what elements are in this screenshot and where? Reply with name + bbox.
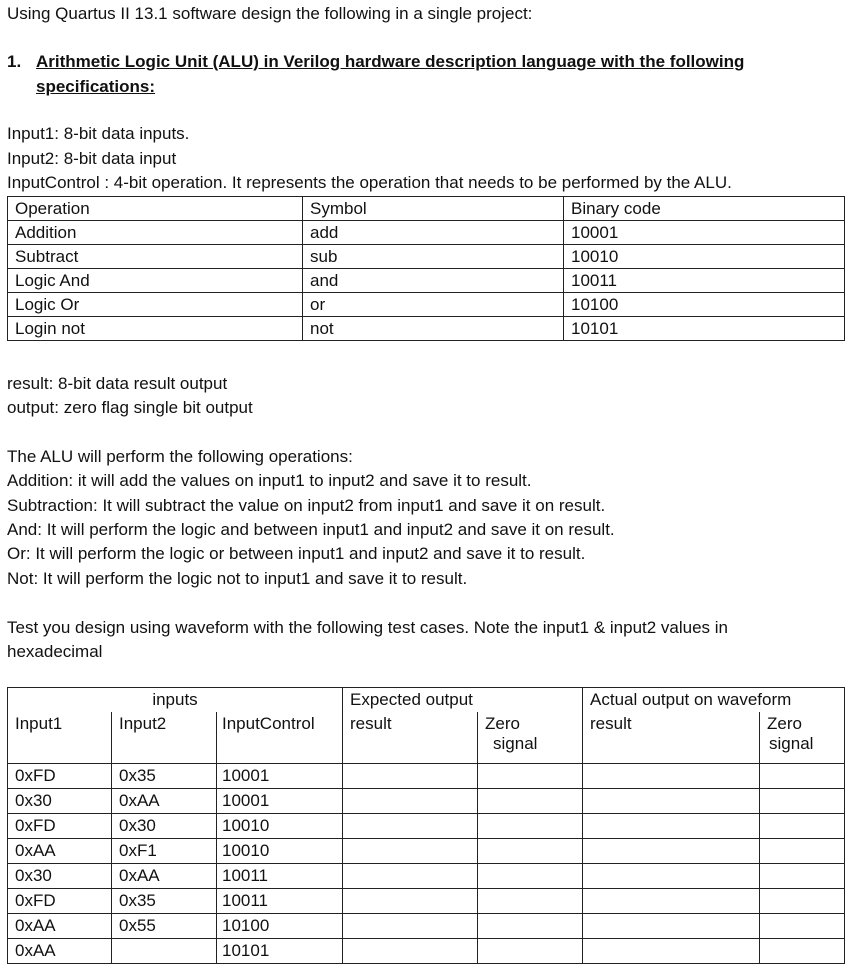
- table-header-cell: InputControl: [217, 712, 343, 764]
- section-number: 1.: [7, 52, 22, 71]
- empty-answer-cell[interactable]: [760, 864, 845, 889]
- empty-answer-cell[interactable]: [760, 839, 845, 864]
- table-cell: 0xFD: [8, 764, 112, 789]
- table-row: [8, 914, 845, 939]
- empty-answer-cell[interactable]: [343, 864, 478, 889]
- table-cell: 0xFD: [8, 814, 112, 839]
- empty-answer-cell[interactable]: [478, 939, 583, 964]
- empty-answer-cell[interactable]: [760, 814, 845, 839]
- expected-group-header: Expected output: [343, 688, 583, 712]
- table-cell: Login not: [8, 317, 303, 341]
- table-row: [8, 889, 845, 914]
- table-row: [8, 245, 845, 269]
- table-cell: or: [303, 293, 564, 317]
- empty-answer-cell[interactable]: [583, 864, 760, 889]
- section-title-line1: Arithmetic Logic Unit (ALU) in Verilog hardware description language with the following: [36, 52, 745, 71]
- table-cell: Logic Or: [8, 293, 303, 317]
- table-cell: and: [303, 269, 564, 293]
- table-cell: 0x30: [8, 789, 112, 814]
- table-header-row: [8, 688, 845, 712]
- table-cell: not: [303, 317, 564, 341]
- table-cell: 0xAA: [8, 839, 112, 864]
- empty-answer-cell[interactable]: [343, 789, 478, 814]
- table-cell: 10100: [217, 914, 343, 939]
- test-rows: [8, 764, 845, 964]
- zero-signal-label: Zero: [485, 713, 520, 733]
- table-cell: Subtract: [8, 245, 303, 269]
- empty-answer-cell[interactable]: [478, 889, 583, 914]
- table-cell: [112, 939, 217, 964]
- table-cell: 0xFD: [8, 889, 112, 914]
- table-header-cell: Binary code: [564, 197, 845, 221]
- empty-answer-cell[interactable]: [760, 789, 845, 814]
- operation-description: Not: It will perform the logic not to input1 and save it to result.: [7, 569, 468, 588]
- empty-answer-cell[interactable]: [343, 889, 478, 914]
- table-cell: 0xF1: [112, 839, 217, 864]
- table-header-cell: Input1: [8, 712, 112, 764]
- table-cell: 10011: [217, 864, 343, 889]
- empty-answer-cell[interactable]: [760, 914, 845, 939]
- operations-table: [7, 196, 845, 341]
- empty-answer-cell[interactable]: [583, 814, 760, 839]
- table-cell: 10011: [217, 889, 343, 914]
- test-intro-line1: Test you design using waveform with the following test cases. Note the input1 & input2 values in: [7, 618, 729, 637]
- table-row: [8, 839, 845, 864]
- operation-description: Or: It will perform the logic or between input1 and input2 and save it to result.: [7, 544, 586, 563]
- table-cell: 0x30: [112, 814, 217, 839]
- empty-answer-cell[interactable]: [583, 764, 760, 789]
- table-row: [8, 764, 845, 789]
- table-cell: 10001: [217, 789, 343, 814]
- table-cell: 0x35: [112, 764, 217, 789]
- test-intro-line2: hexadecimal: [7, 642, 103, 661]
- empty-answer-cell[interactable]: [343, 914, 478, 939]
- table-cell: 0x55: [112, 914, 217, 939]
- zero-signal-header: [478, 712, 583, 764]
- zero-signal-header: [760, 712, 845, 764]
- empty-answer-cell[interactable]: [343, 764, 478, 789]
- table-row: [8, 221, 845, 245]
- table-cell: 0xAA: [8, 939, 112, 964]
- table-header-row: [8, 712, 845, 764]
- table-row: [8, 939, 845, 964]
- table-row: [8, 864, 845, 889]
- empty-answer-cell[interactable]: [478, 814, 583, 839]
- table-cell: Logic And: [8, 269, 303, 293]
- table-cell: 10100: [564, 293, 845, 317]
- table-row: [8, 293, 845, 317]
- table-header-cell: Operation: [8, 197, 303, 221]
- empty-answer-cell[interactable]: [343, 939, 478, 964]
- operation-description: And: It will perform the logic and between input1 and input2 and save it on result.: [7, 520, 615, 539]
- input2-spec: Input2: 8-bit data input: [7, 149, 177, 168]
- table-cell: add: [303, 221, 564, 245]
- table-cell: 10010: [564, 245, 845, 269]
- table-header-cell: Symbol: [303, 197, 564, 221]
- empty-answer-cell[interactable]: [478, 839, 583, 864]
- section-heading: [7, 52, 807, 96]
- zero-signal-label: Zero: [767, 713, 802, 733]
- table-cell: 0xAA: [112, 864, 217, 889]
- empty-answer-cell[interactable]: [583, 914, 760, 939]
- zero-signal-label: signal: [769, 733, 814, 753]
- section-title-line2: specifications:: [36, 77, 156, 96]
- zero-signal-label: signal: [493, 733, 538, 753]
- table-cell: 10010: [217, 839, 343, 864]
- inputs-group-header: inputs: [8, 688, 343, 712]
- empty-answer-cell[interactable]: [583, 789, 760, 814]
- table-cell: 10001: [564, 221, 845, 245]
- table-header-row: [8, 197, 845, 221]
- empty-answer-cell[interactable]: [343, 814, 478, 839]
- operation-description: Subtraction: It will subtract the value on input2 from input1 and save it on result.: [7, 496, 606, 515]
- zero-flag-spec: output: zero flag single bit output: [7, 398, 253, 417]
- table-cell: 10010: [217, 814, 343, 839]
- table-header-cell: result: [343, 712, 478, 764]
- table-row: [8, 269, 845, 293]
- operation-description: Addition: it will add the values on input1 to input2 and save it to result.: [7, 471, 532, 490]
- result-spec: result: 8-bit data result output: [7, 374, 228, 393]
- table-cell: sub: [303, 245, 564, 269]
- table-header-cell: Input2: [112, 712, 217, 764]
- empty-answer-cell[interactable]: [760, 764, 845, 789]
- table-header-cell: result: [583, 712, 760, 764]
- table-cell: 10001: [217, 764, 343, 789]
- table-cell: 10101: [564, 317, 845, 341]
- table-cell: 0xAA: [112, 789, 217, 814]
- table-cell: Addition: [8, 221, 303, 245]
- empty-answer-cell[interactable]: [583, 889, 760, 914]
- table-row: [8, 814, 845, 839]
- table-row: [8, 317, 845, 341]
- table-row: [8, 789, 845, 814]
- empty-answer-cell[interactable]: [478, 789, 583, 814]
- actual-group-header: Actual output on waveform: [583, 688, 845, 712]
- inputcontrol-spec: InputControl : 4-bit operation. It represents the operation that needs to be performed by the ALU.: [7, 173, 732, 192]
- table-cell: 10011: [564, 269, 845, 293]
- input1-spec: Input1: 8-bit data inputs.: [7, 124, 190, 143]
- table-cell: 10101: [217, 939, 343, 964]
- table-cell: 0x30: [8, 864, 112, 889]
- intro-text: Using Quartus II 13.1 software design the following in a single project:: [7, 4, 533, 23]
- empty-answer-cell[interactable]: [760, 889, 845, 914]
- empty-answer-cell[interactable]: [760, 939, 845, 964]
- empty-answer-cell[interactable]: [343, 839, 478, 864]
- operations-intro: The ALU will perform the following operations:: [7, 447, 353, 466]
- empty-answer-cell[interactable]: [583, 839, 760, 864]
- empty-answer-cell[interactable]: [478, 914, 583, 939]
- table-cell: 0x35: [112, 889, 217, 914]
- table-cell: 0xAA: [8, 914, 112, 939]
- empty-answer-cell[interactable]: [478, 764, 583, 789]
- test-cases-table: [7, 687, 845, 964]
- empty-answer-cell[interactable]: [478, 864, 583, 889]
- empty-answer-cell[interactable]: [583, 939, 760, 964]
